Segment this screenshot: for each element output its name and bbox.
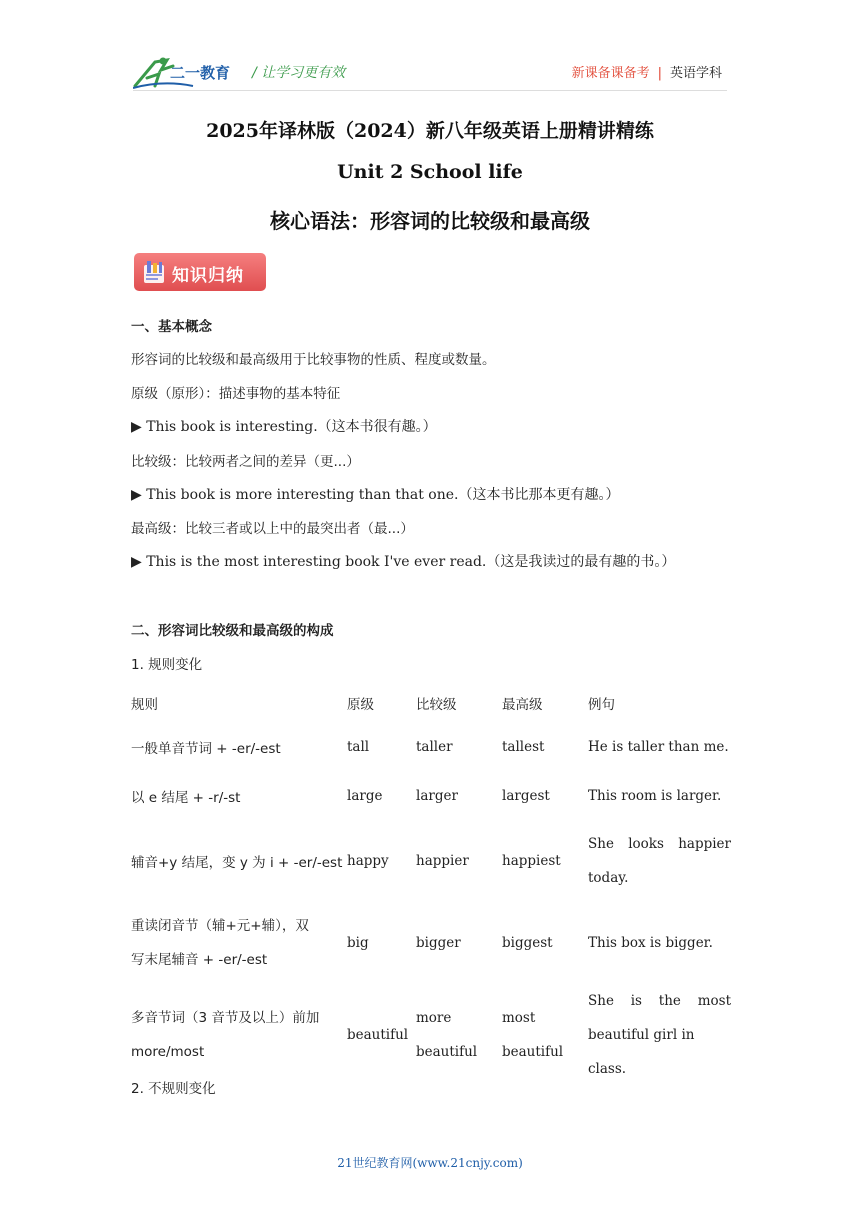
page-header bbox=[0, 0, 860, 100]
section1-intro: 形容词的比较级和最高级用于比较事物的性质、程度或数量。 bbox=[131, 352, 496, 368]
cell-positive: beautiful bbox=[347, 1027, 409, 1043]
section2-heading: 二、形容词比较级和最高级的构成 bbox=[131, 623, 334, 639]
header-label-subject: 英语学科 bbox=[669, 66, 722, 81]
comparative-example: ▶ This book is more interesting than that one.（这本书比那本更有趣。） bbox=[131, 487, 620, 503]
cell-example: He is taller than me. bbox=[588, 738, 729, 755]
table-row bbox=[131, 820, 731, 902]
header-right bbox=[572, 62, 722, 81]
knowledge-badge bbox=[134, 253, 266, 291]
rule-line-2: more/most bbox=[131, 1044, 205, 1060]
superlative-line-2: beautiful bbox=[502, 1044, 564, 1060]
logo-text: 二一教育 bbox=[170, 64, 231, 82]
cell-positive: large bbox=[347, 787, 383, 804]
header-example: 例句 bbox=[588, 697, 615, 713]
cell-comparative: taller bbox=[416, 738, 453, 755]
table-row bbox=[131, 722, 731, 771]
cell-positive: tall bbox=[347, 738, 370, 755]
page-footer: 21世纪教育网(www.21cnjy.com) bbox=[337, 1156, 523, 1170]
table-row bbox=[131, 771, 731, 820]
header-separator: | bbox=[657, 66, 662, 81]
cell-superlative bbox=[502, 984, 588, 1086]
header-label-course: 新课备课备考 bbox=[571, 66, 650, 81]
cell-comparative: happier bbox=[416, 853, 469, 869]
grammar-title: 核心语法：形容词的比较级和最高级 bbox=[270, 209, 590, 233]
header-positive: 原级 bbox=[347, 697, 374, 713]
header-comparative: 比较级 bbox=[416, 697, 457, 713]
cell-comparative: larger bbox=[416, 787, 458, 804]
cell-example bbox=[588, 984, 731, 1086]
table-row bbox=[131, 984, 731, 1086]
unit-title: Unit 2 School life bbox=[337, 161, 523, 183]
cell-superlative: biggest bbox=[502, 935, 553, 951]
rules-table bbox=[131, 684, 731, 1086]
positive-label: 原级（原形）：描述事物的基本特征 bbox=[131, 386, 341, 402]
comparative-label: 比较级：比较两者之间的差异（更...） bbox=[131, 454, 360, 470]
cell-example: This room is larger. bbox=[588, 787, 722, 804]
section1-heading: 一、基本概念 bbox=[131, 319, 212, 335]
book-icon bbox=[142, 259, 166, 285]
slogan: / 让学习更有效 bbox=[252, 65, 346, 81]
cell-superlative: largest bbox=[502, 787, 550, 804]
rule-line-2: 写末尾辅音 + -er/-est bbox=[131, 952, 268, 968]
cell-example bbox=[588, 820, 731, 902]
cell-rule bbox=[131, 902, 347, 984]
superlative-label: 最高级：比较三者或以上中的最突出者（最...） bbox=[131, 521, 414, 537]
header-divider bbox=[133, 90, 727, 91]
header-superlative: 最高级 bbox=[502, 697, 543, 713]
rule-line-1: 重读闭音节（辅+元+辅），双 bbox=[131, 918, 309, 934]
example-line-1: She is the most bbox=[588, 993, 731, 1009]
cell-example: This box is bigger. bbox=[588, 935, 713, 951]
cell-positive: big bbox=[347, 935, 369, 951]
comparative-line-1: more bbox=[416, 1010, 452, 1026]
table-row bbox=[131, 902, 731, 984]
cell-rule: 以 e 结尾 + -r/-st bbox=[131, 789, 241, 806]
regular-change-heading: 1. 规则变化 bbox=[131, 657, 203, 673]
positive-example: ▶ This book is interesting.（这本书很有趣。） bbox=[131, 419, 437, 435]
cell-comparative: bigger bbox=[416, 935, 461, 951]
comparative-line-2: beautiful bbox=[416, 1044, 478, 1060]
cell-rule bbox=[131, 984, 347, 1086]
cell-positive: happy bbox=[347, 853, 389, 869]
cell-superlative: happiest bbox=[502, 853, 561, 869]
cell-rule: 一般单音节词 + -er/-est bbox=[131, 740, 281, 757]
header-rule: 规则 bbox=[131, 697, 158, 713]
badge-label: 知识归纳 bbox=[172, 266, 244, 286]
cell-rule: 辅音+y 结尾，变 y 为 i + -er/-est bbox=[131, 855, 343, 871]
superlative-line-1: most bbox=[502, 1010, 536, 1026]
cell-comparative bbox=[416, 984, 502, 1086]
example-line-2: today. bbox=[588, 870, 629, 886]
rule-line-1: 多音节词（3 音节及以上）前加 bbox=[131, 1010, 320, 1026]
example-line-1: She looks happier bbox=[588, 836, 731, 852]
cell-superlative: tallest bbox=[502, 738, 545, 755]
irregular-change-heading: 2. 不规则变化 bbox=[131, 1081, 216, 1097]
superlative-example: ▶ This is the most interesting book I've ever read.（这是我读过的最有趣的书。） bbox=[131, 554, 676, 570]
example-line-2: beautiful girl in class. bbox=[588, 1027, 695, 1077]
table-header-row bbox=[131, 684, 731, 722]
doc-title: 2025年译林版（2024）新八年级英语上册精讲精练 bbox=[206, 120, 654, 142]
